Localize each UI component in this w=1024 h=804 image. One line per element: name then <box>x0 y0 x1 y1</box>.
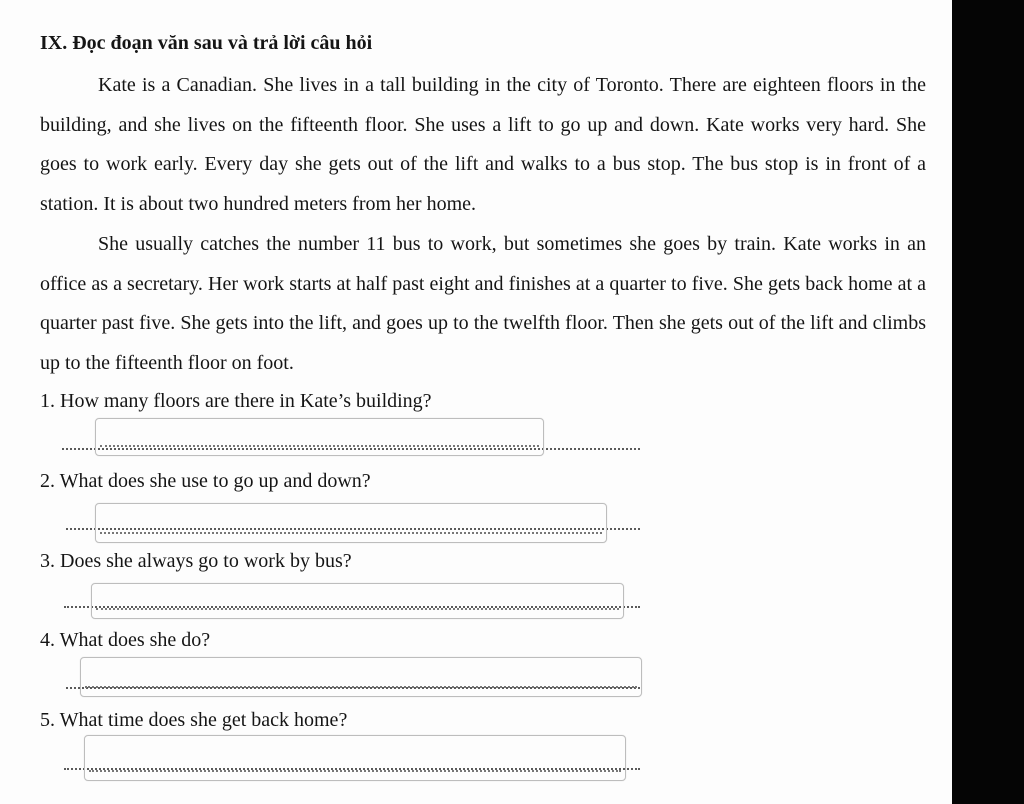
question-3: 3. Does she always go to work by bus? <box>40 550 352 572</box>
answer-input-5[interactable] <box>84 735 626 781</box>
question-1: 1. How many floors are there in Kate’s building? <box>40 390 432 412</box>
question-5: 5. What time does she get back home? <box>40 709 348 731</box>
exercise-heading: IX. Đọc đoạn văn sau và trả lời câu hỏi <box>40 32 373 54</box>
question-4: 4. What does she do? <box>40 629 211 651</box>
answer-input-4[interactable] <box>80 657 642 697</box>
answer-input-3[interactable] <box>91 583 624 619</box>
answer-input-2[interactable] <box>95 503 607 543</box>
paragraph-2-text: She usually catches the number 11 bus to work, but sometimes she goes by train. Kate works in an office as a secretary. Her work starts at half past eight and finishes at a quarter to five. She gets back home at a quarter past five. She gets into the lift, and goes up to the twelfth floor. Then she gets out of the lift and climbs up to the fifteenth floor on foot. <box>40 233 926 374</box>
question-2: 2. What does she use to go up and down? <box>40 470 371 492</box>
reading-paragraph-1 <box>40 66 926 224</box>
paragraph-1-text: Kate is a Canadian. She lives in a tall building in the city of Toronto. There are eighteen floors in the building, and she lives on the fifteenth floor. She uses a lift to go up and down. Kate works very hard. She goes to work early. Every day she gets out of the lift and walks to a bus stop. The bus stop is in front of a station. It is about two hundred meters from her home. <box>40 74 926 215</box>
answer-input-1[interactable] <box>95 418 544 456</box>
screen-edge-bar <box>952 0 1024 804</box>
reading-paragraph-2 <box>40 225 926 383</box>
